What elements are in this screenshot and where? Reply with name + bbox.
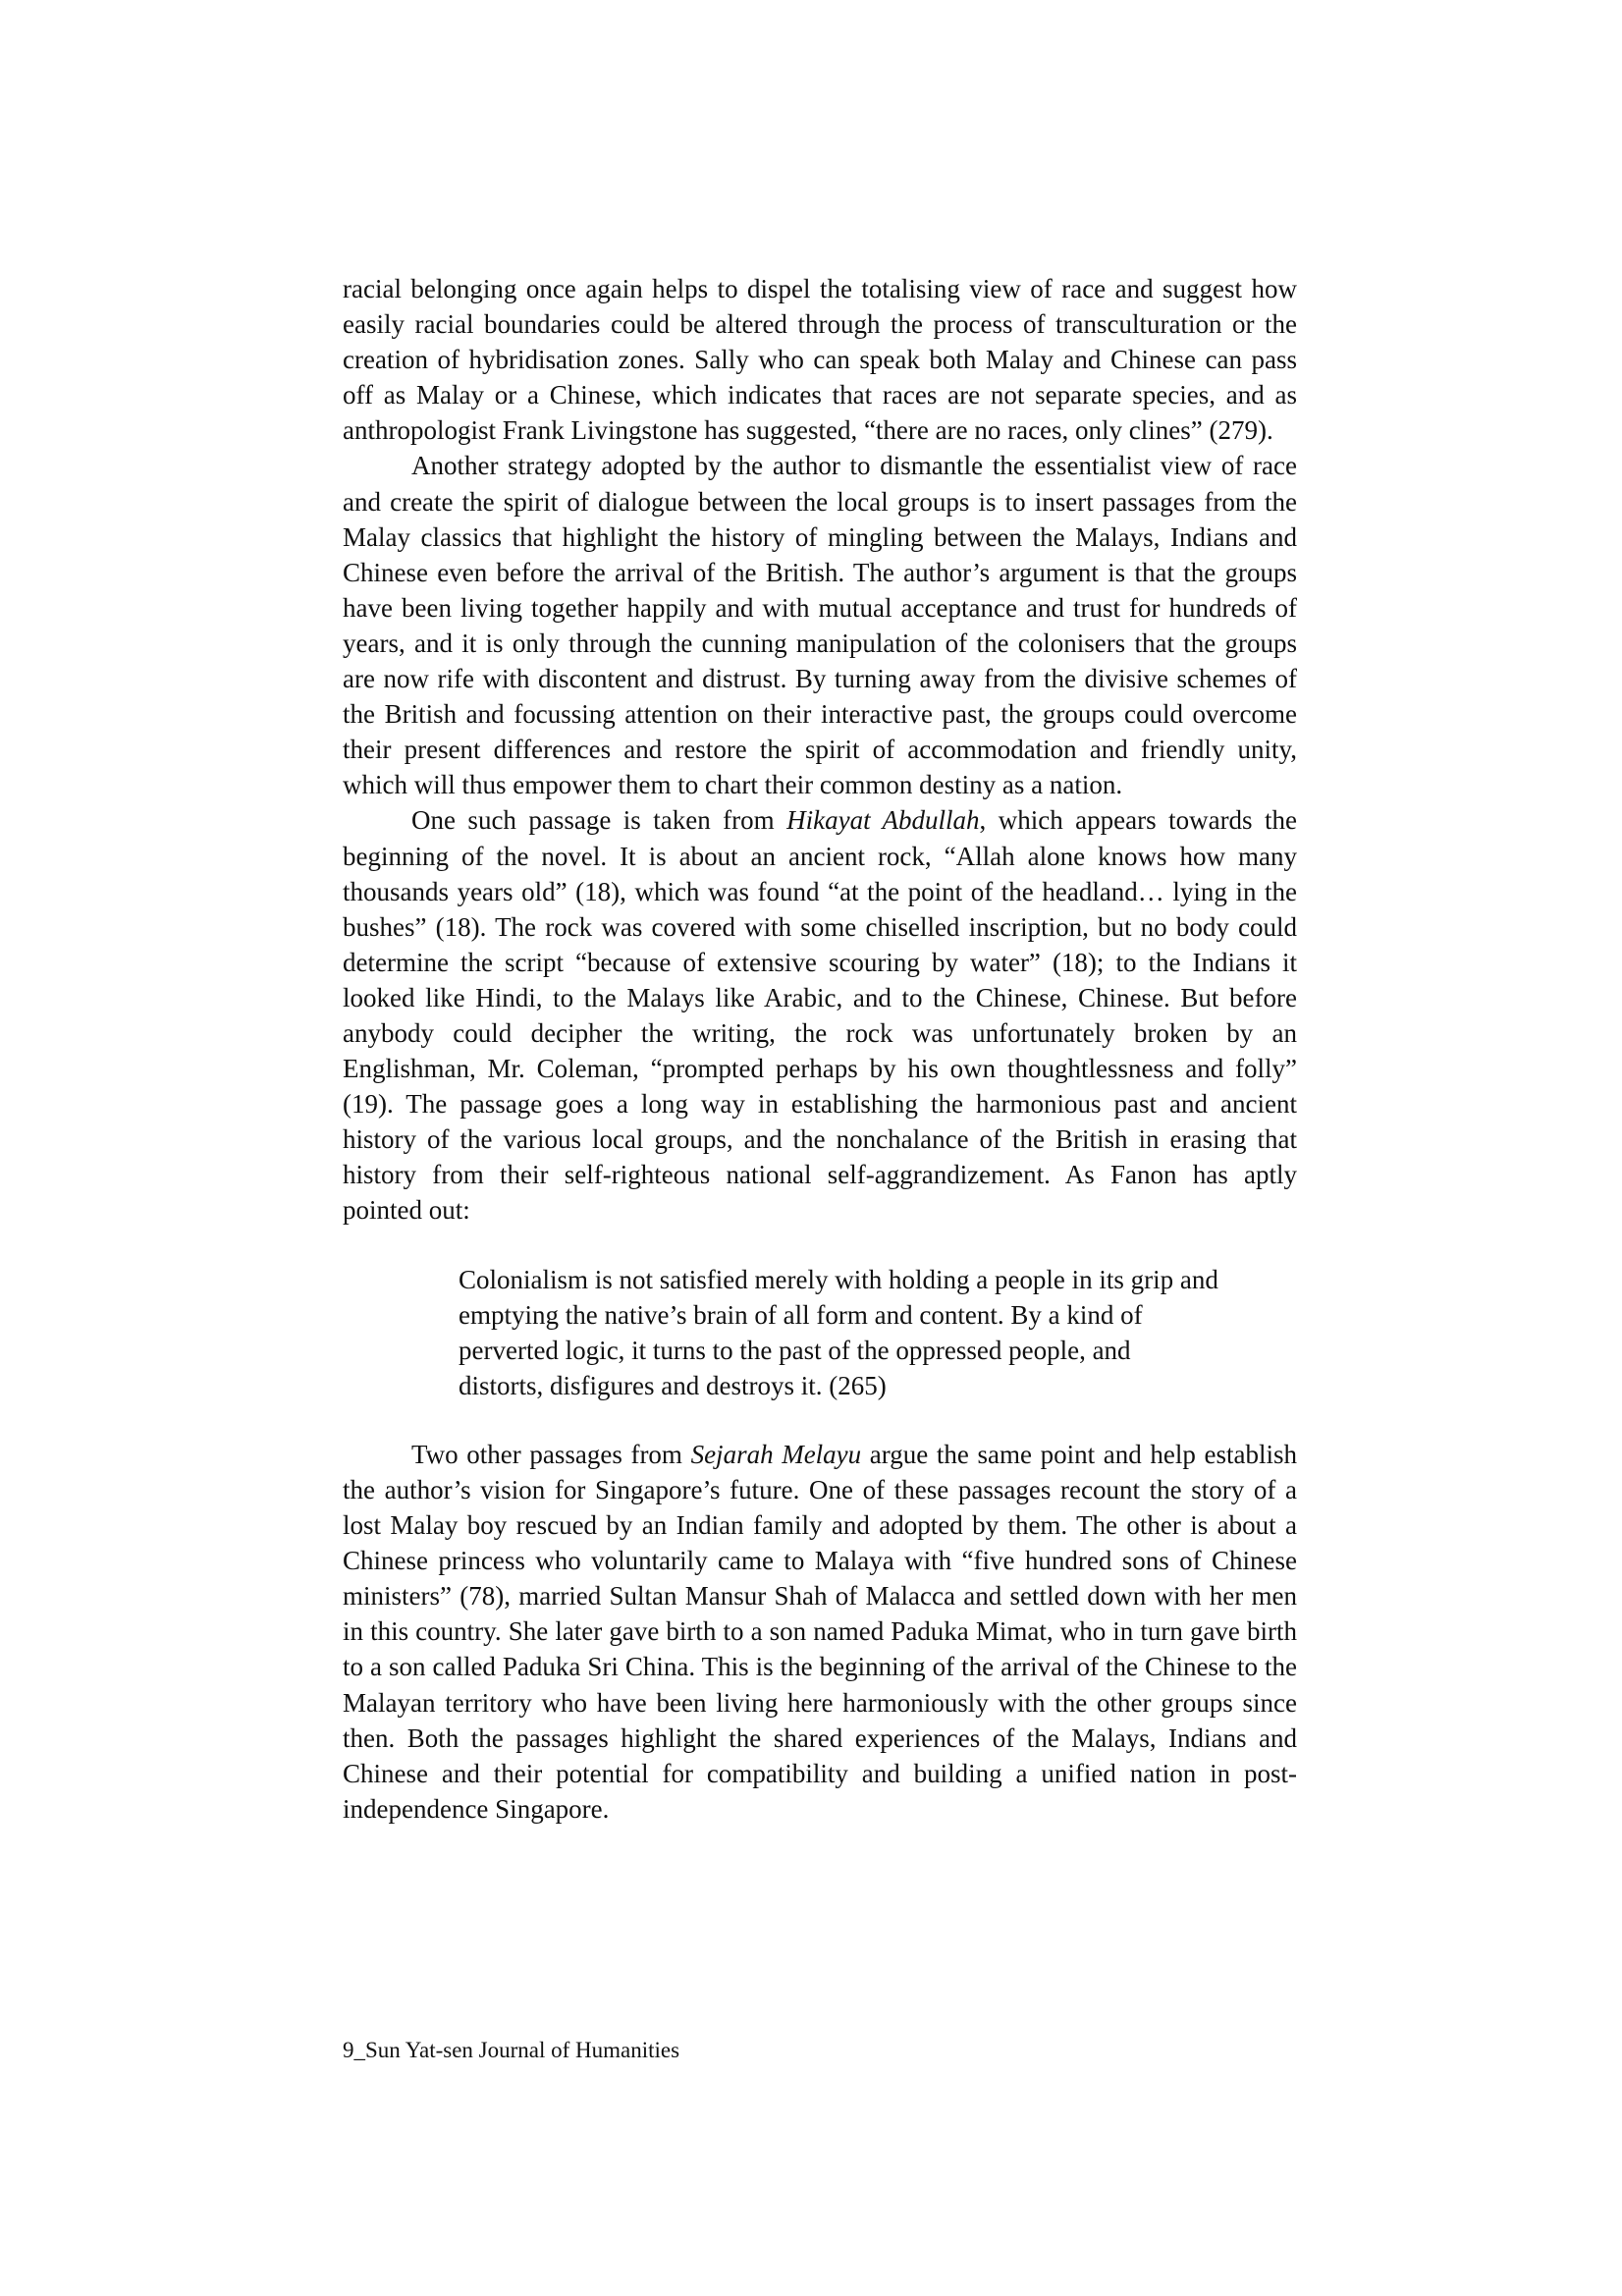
paragraph-text: Two other passages from — [411, 1439, 691, 1469]
book-title-sejarah-melayu: Sejarah Melayu — [690, 1439, 862, 1469]
paragraph-text: argue the same point and help establish the author’s vision for Singapore’s future. One of these passages recount the story of a lost Malay boy rescued by an Indian family and adopted by them. The other is about a Chinese princess who voluntarily came to Malaya with “five hundred sons of Chinese ministers” (78), married Sultan Mansur Shah of Malacca and settled down with her men in this country. She later gave birth to a son named Paduka Mimat, who in turn gave birth to a son called Paduka Sri China. This is the beginning of the arrival of the Chinese to the Malayan territory who have been living here harmoniously with the other groups since then. Both the passages highlight the shared experiences of the Malays, Indians and Chinese and their potential for compatibility and building a unified nation in post-independence Singapore. — [343, 1439, 1297, 1824]
book-title-hikayat-abdullah: Hikayat Abdullah — [786, 805, 980, 836]
paragraph-another-strategy — [343, 448, 1297, 802]
paragraph-racial-belonging — [343, 271, 1297, 448]
paragraph-text: , which appears towards the beginning of the novel. It is about an ancient rock, “Allah alone knows how many thousands years old” (18), which was found “at the point of the headland… lying in the bushes” (18). The rock was covered with some chiselled inscription, but no body could determine the script “because of extensive scouring by water” (18); to the Indians it looked like Hindi, to the Malays like Arabic, and to the Chinese, Chinese. But before anybody could decipher the writing, the rock was unfortunately broken by an Englishman, Mr. Coleman, “prompted perhaps by his own thoughtlessness and folly” (19). The passage goes a long way in establishing the harmonious past and ancient history of the various local groups, and the nonchalance of the British in erasing that history from their self-righteous national self-aggrandizement. As Fanon has aptly pointed out: — [343, 805, 1297, 1226]
quote-text: Colonialism is not satisfied merely with holding a people in its grip and emptying the native’s brain of all form and content. By a kind of perverted logic, it turns to the past of the oppressed people, and distorts, disfigures and destroys it. (265) — [459, 1264, 1218, 1400]
paragraph-text: racial belonging once again helps to dispel the totalising view of race and suggest how easily racial boundaries could be altered through the process of transculturation or the creation of hybridisation zones. Sally who can speak both Malay and Chinese can pass off as Malay or a Chinese, which indicates that races are not separate species, and as anthropologist Frank Livingstone has suggested, “there are no races, only clines” (279). — [343, 274, 1297, 446]
paragraph-sejarah-melayu — [343, 1437, 1297, 1827]
page-footer: 9_Sun Yat-sen Journal of Humanities — [343, 2038, 680, 2062]
paragraph-text: Another strategy adopted by the author to dismantle the essentialist view of race and create the spirit of dialogue between the local groups is to insert passages from the Malay classics that highlight the history of mingling between the Malays, Indians and Chinese even before the arrival of the British. The author’s argument is that the groups have been living together happily and with mutual acceptance and trust for hundreds of years, and it is only through the cunning manipulation of the colonisers that the groups are now rife with discontent and distrust. By turning away from the divisive schemes of the British and focussing attention on their interactive past, the groups could overcome their present differences and restore the spirit of accommodation and friendly unity, which will thus empower them to chart their common destiny as a nation. — [343, 451, 1297, 800]
body-text — [343, 271, 1297, 1827]
paragraph-hikayat-abdullah — [343, 802, 1297, 1228]
fanon-block-quote — [459, 1262, 1219, 1403]
paragraph-text: One such passage is taken from — [411, 805, 787, 836]
